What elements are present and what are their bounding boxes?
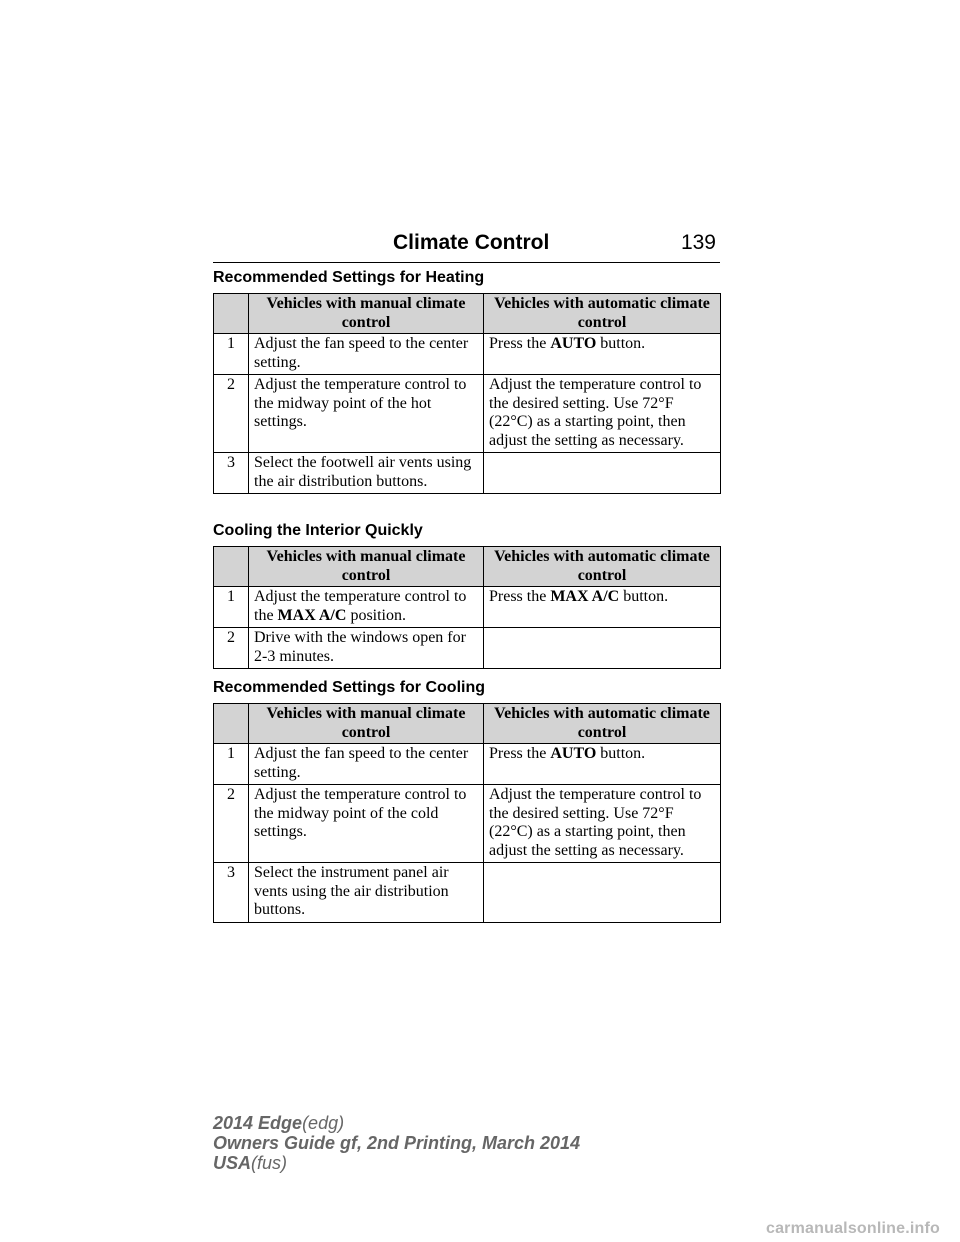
auto-column-header: Vehicles with automatic climate control	[484, 704, 721, 744]
cooling-settings-table	[213, 703, 721, 923]
footer-line-printing: Owners Guide gf, 2nd Printing, March 2014	[213, 1133, 581, 1153]
footer-line-market: USA(fus)	[213, 1153, 288, 1173]
page-number: 139	[680, 231, 716, 254]
footer-line-model: 2014 Edge(edg)	[213, 1113, 345, 1133]
step-number: 2	[214, 628, 249, 669]
step-number: 2	[214, 375, 249, 453]
section-title-heating: Recommended Settings for Heating	[213, 269, 485, 286]
table-header-row	[214, 547, 721, 587]
manual-step: Adjust the fan speed to the center setting.	[249, 744, 484, 785]
step-number: 1	[214, 744, 249, 785]
table-row	[214, 863, 721, 923]
table-row	[214, 628, 721, 669]
table-row	[214, 785, 721, 863]
manual-step: Adjust the temperature control to the MAX A/C position.	[249, 587, 484, 628]
step-number: 1	[214, 334, 249, 375]
step-number: 1	[214, 587, 249, 628]
step-number: 3	[214, 453, 249, 494]
table-row	[214, 587, 721, 628]
manual-step: Drive with the windows open for 2-3 minutes.	[249, 628, 484, 669]
empty-header-cell	[214, 547, 249, 587]
table-header-row	[214, 294, 721, 334]
max-ac-button-label: MAX A/C	[550, 588, 620, 605]
manual-column-header: Vehicles with manual climate control	[249, 294, 484, 334]
heating-settings-table	[213, 293, 721, 494]
auto-button-label: AUTO	[550, 745, 597, 762]
section-title-cooling: Recommended Settings for Cooling	[213, 679, 486, 696]
auto-button-label: AUTO	[550, 335, 597, 352]
auto-step: Press the AUTO button.	[484, 744, 721, 785]
manual-column-header: Vehicles with manual climate control	[249, 547, 484, 587]
auto-step: Press the MAX A/C button.	[484, 587, 721, 628]
empty-header-cell	[214, 294, 249, 334]
watermark: carmanualsonline.info	[765, 1220, 940, 1237]
document-footer	[213, 1113, 580, 1173]
cooling-quickly-table	[213, 546, 721, 669]
auto-column-header: Vehicles with automatic climate control	[484, 294, 721, 334]
step-number: 2	[214, 785, 249, 863]
manual-step: Adjust the temperature control to the midway point of the hot settings.	[249, 375, 484, 453]
auto-step	[484, 628, 721, 669]
table-row	[214, 453, 721, 494]
auto-step	[484, 863, 721, 923]
page-header	[213, 226, 720, 263]
manual-step: Adjust the temperature control to the midway point of the cold settings.	[249, 785, 484, 863]
manual-step: Select the footwell air vents using the air distribution buttons.	[249, 453, 484, 494]
manual-column-header: Vehicles with manual climate control	[249, 704, 484, 744]
empty-header-cell	[214, 704, 249, 744]
step-number: 3	[214, 863, 249, 923]
auto-step	[484, 453, 721, 494]
manual-step: Adjust the fan speed to the center setting.	[249, 334, 484, 375]
table-row	[214, 744, 721, 785]
manual-step: Select the instrument panel air vents using the air distribution buttons.	[249, 863, 484, 923]
table-row	[214, 334, 721, 375]
auto-step: Press the AUTO button.	[484, 334, 721, 375]
auto-column-header: Vehicles with automatic climate control	[484, 547, 721, 587]
table-row	[214, 375, 721, 453]
page-title: Climate Control	[393, 231, 550, 254]
max-ac-label: MAX A/C	[277, 606, 347, 624]
section-title-cooling-quickly: Cooling the Interior Quickly	[213, 522, 423, 539]
auto-step: Adjust the temperature control to the desired setting. Use 72°F (22°C) as a starting point, then adjust the setting as necessary.	[484, 785, 721, 863]
table-header-row	[214, 704, 721, 744]
auto-step: Adjust the temperature control to the desired setting. Use 72°F (22°C) as a starting point, then adjust the setting as necessary.	[484, 375, 721, 453]
